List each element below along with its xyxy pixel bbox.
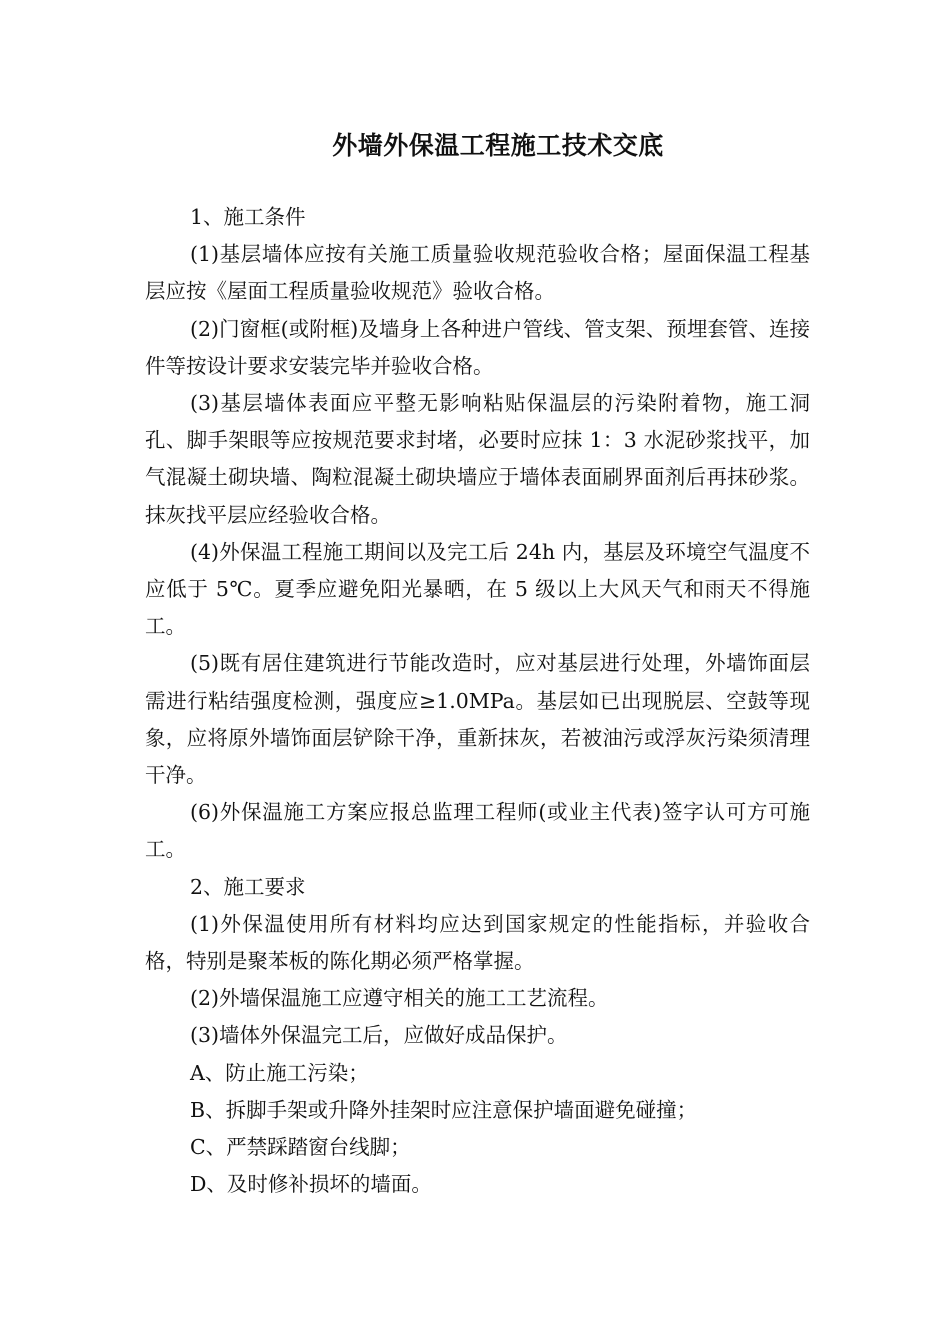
list-item-c: C、严禁踩踏窗台线脚； (190, 1135, 411, 1160)
paragraph-requirement-3: (3)墙体外保温完工后，应做好成品保护。 (190, 1023, 568, 1048)
list-item-b: B、拆脚手架或升降外挂架时应注意保护墙面避免碰撞； (190, 1097, 698, 1122)
section-heading-construction-conditions: 1、施工条件 (190, 205, 306, 229)
document-body (145, 199, 810, 1203)
document-title: 外墙外保温工程施工技术交底 (332, 131, 664, 160)
paragraph-condition-6: (6)外保温施工方案应报总监理工程师(或业主代表)签字认可方可施工。 (145, 800, 810, 862)
list-item-d: D、及时修补损坏的墙面。 (190, 1172, 432, 1197)
paragraph-condition-5: (5)既有居住建筑进行节能改造时，应对基层进行处理，外墙饰面层需进行粘结强度检测，强度应≥1.0MPa。基层如已出现脱层、空鼓等现象，应将原外墙饰面层铲除干净，重新抹灰，若被油污或浮灰污染须清理干净。 (145, 651, 810, 788)
paragraph-condition-2: (2)门窗框(或附框)及墙身上各种进户管线、管支架、预埋套管、连接件等按设计要求安装完毕并验收合格。 (145, 316, 810, 378)
paragraph-condition-4: (4)外保温工程施工期间以及完工后 24h 内，基层及环境空气温度不应低于 5℃。夏季应避免阳光暴晒，在 5 级以上大风天气和雨天不得施工。 (145, 539, 810, 639)
paragraph-requirement-2: (2)外墙保温施工应遵守相关的施工工艺流程。 (190, 986, 609, 1011)
list-item-a: A、防止施工污染； (190, 1060, 369, 1085)
paragraph-requirement-1: (1)外保温使用所有材料均应达到国家规定的性能指标，并验收合格，特别是聚苯板的陈化期必须严格掌握。 (145, 911, 810, 974)
paragraph-condition-3: (3)基层墙体表面应平整无影响粘贴保温层的污染附着物，施工洞孔、脚手架眼等应按规范要求封堵，必要时应抹 1：3 水泥砂浆找平，加气混凝土砌块墙、陶粒混凝土砌块墙应于墙体表面刷界面剂后再抹砂浆。抹灰找平层应经验收合格。 (145, 391, 810, 527)
section-heading-construction-requirements: 2、施工要求 (190, 874, 306, 899)
paragraph-condition-1: (1)基层墙体应按有关施工质量验收规范验收合格；屋面保温工程基层应按《屋面工程质量验收规范》验收合格。 (145, 242, 810, 304)
